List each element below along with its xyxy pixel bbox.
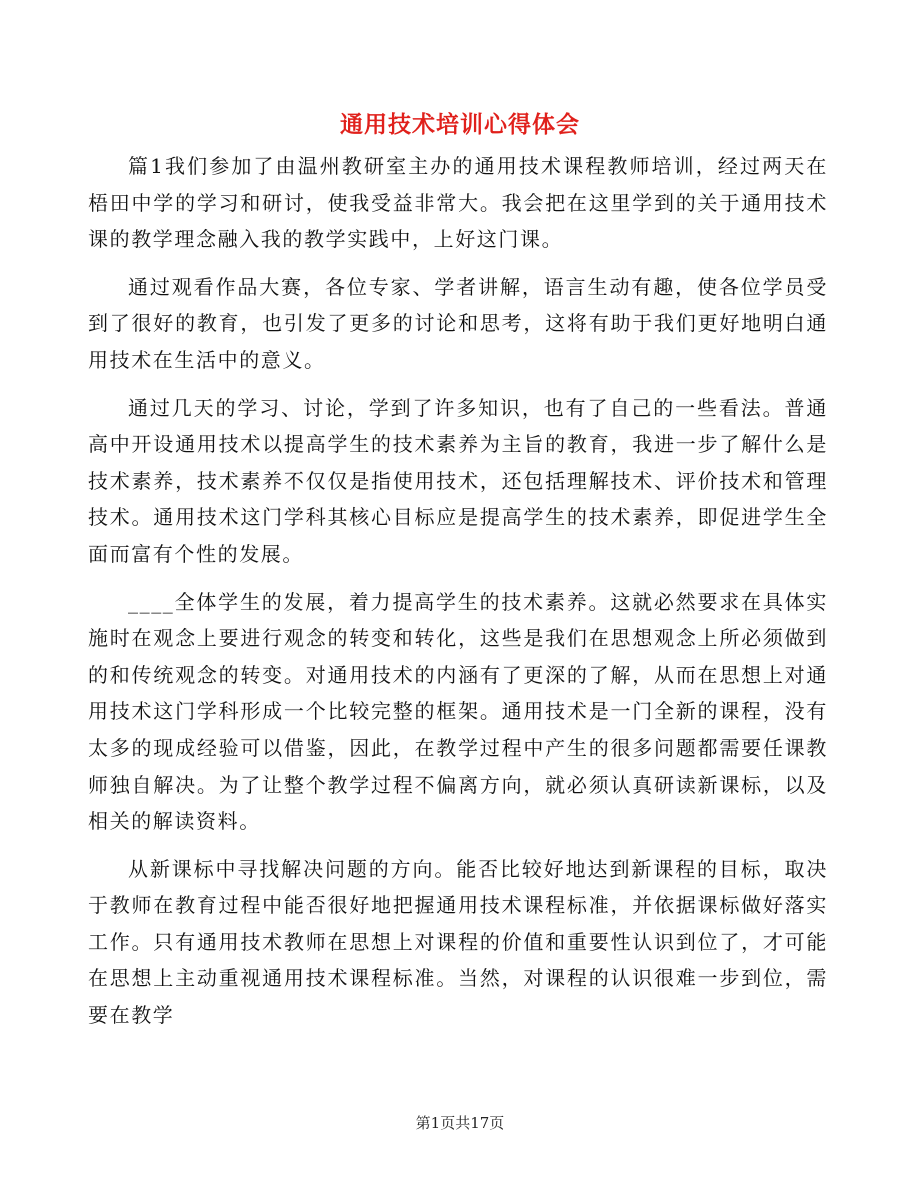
page-number-footer: 第1页共17页 <box>415 1114 505 1132</box>
document-body <box>88 148 828 1045</box>
paragraph-3: 通过几天的学习、讨论，学到了许多知识，也有了自己的一些看法。普通高中开设通用技术以提高学生的技术素养为主旨的教育，我进一步了解什么是技术素养，技术素养不仅仅是指使用技术，还包括理解技术、评价技术和管理技术。通用技术这门学科其核心目标应是提高学生的技术素养，即促进学生全面而富有个性的发展。 <box>88 395 828 566</box>
paragraph-1: 篇1我们参加了由温州教研室主办的通用技术课程教师培训，经过两天在梧田中学的学习和研讨，使我受益非常大。我会把在这里学到的关于通用技术课的教学理念融入我的教学实践中，上好这门课。 <box>88 154 828 252</box>
paragraph-4: ____全体学生的发展，着力提高学生的技术素养。这就必然要求在具体实施时在观念上要进行观念的转变和转化，这些是我们在思想观念上所必须做到的和传统观念的转变。对通用技术的内涵有了更深的了解，从而在思想上对通用技术这门学科形成一个比较完整的框架。通用技术是一门全新的课程，没有太多的现成经验可以借鉴，因此，在教学过程中产生的很多问题都需要任课教师独自解决。为了让整个教学过程不偏离方向，就必须认真研读新课标，以及相关的解读资料。 <box>88 589 828 834</box>
document-title: 通用技术培训心得体会 <box>340 111 580 138</box>
paragraph-2: 通过观看作品大赛，各位专家、学者讲解，语言生动有趣，使各位学员受到了很好的教育，也引发了更多的讨论和思考，这将有助于我们更好地明白通用技术在生活中的意义。 <box>88 274 828 372</box>
paragraph-5: 从新课标中寻找解决问题的方向。能否比较好地达到新课程的目标，取决于教师在教育过程中能否很好地把握通用技术课程标准，并依据课标做好落实工作。只有通用技术教师在思想上对课程的价值和重要性认识到位了，才可能在思想上主动重视通用技术课程标准。当然，对课程的认识很难一步到位，需要在教学 <box>88 856 828 1028</box>
